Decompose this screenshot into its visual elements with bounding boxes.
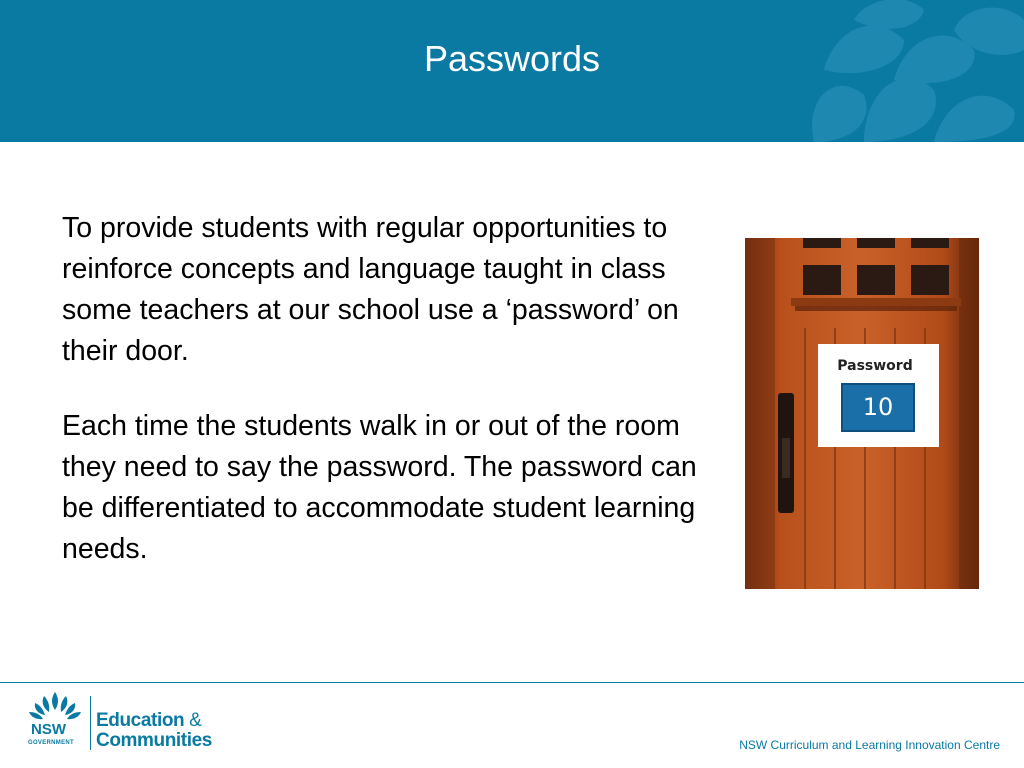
slide-title: Passwords (423, 38, 601, 79)
password-sign-value: 10 (841, 383, 915, 432)
logo-divider (90, 696, 91, 750)
logo-ampersand: & (189, 710, 202, 731)
paragraph-1: To provide students with regular opportunities to reinforce concepts and language taught in class some teachers at our school use a ‘password’ on their door. (62, 212, 679, 367)
logo-communities-text: Communities (96, 730, 212, 751)
header-banner (0, 0, 1024, 142)
paragraph-2: Each time the students walk in or out of the room they need to say the password. The password can be differentiated to accommodate student learning needs. (62, 410, 697, 565)
password-sign-label: Password (837, 358, 913, 374)
logo-education-text: Education (96, 710, 185, 731)
slide-body (62, 208, 722, 570)
nsw-education-logo (26, 690, 226, 754)
nsw-wordmark: NSW (31, 721, 66, 738)
footer-divider (0, 682, 1024, 683)
password-sign (818, 344, 939, 447)
logo-education-line (96, 710, 201, 732)
government-wordmark: GOVERNMENT (28, 740, 75, 746)
footer-organization-text: NSW Curriculum and Learning Innovation Centre (739, 738, 1000, 752)
